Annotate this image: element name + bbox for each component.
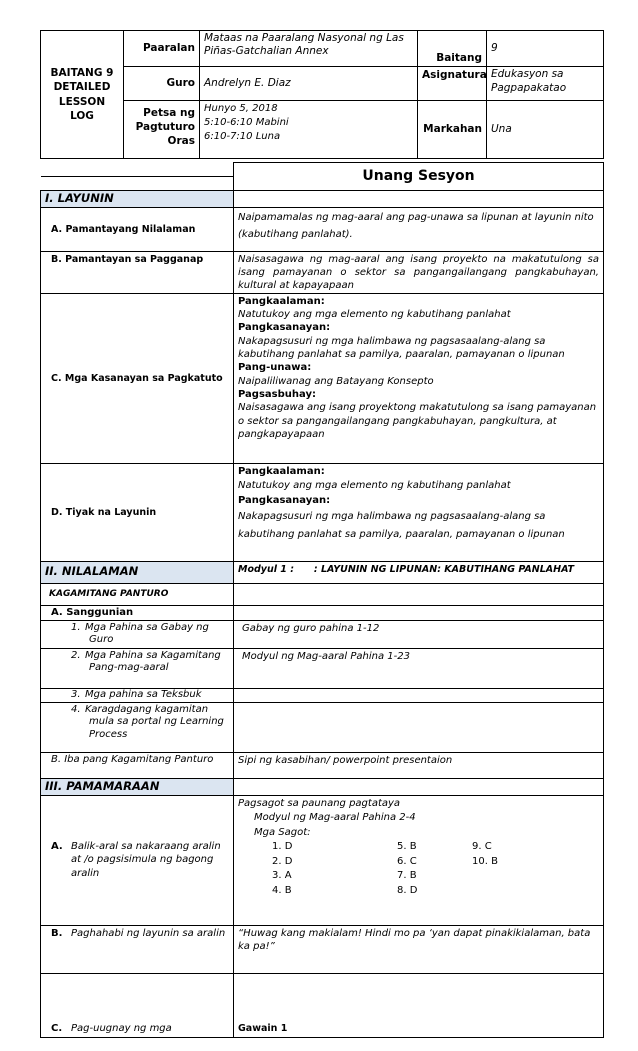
- petsa-label: Petsa ng Pagtuturo Oras: [124, 101, 200, 159]
- balik-aral-line: Pagsagot sa paunang pagtataya: [238, 797, 401, 809]
- paghahabi-cell: [41, 925, 234, 973]
- kasanayan-list: [234, 293, 604, 463]
- blank-cell: [41, 163, 234, 191]
- balik-aral-line: Modyul ng Mag-aaral Pahina 2-4: [254, 812, 416, 824]
- answer: 7. B: [397, 870, 417, 882]
- item-number: 3.: [71, 688, 81, 700]
- answer: 1. D: [272, 841, 293, 853]
- guro-value: Andrelyn E. Diaz: [200, 67, 418, 101]
- answer: 10. B: [472, 855, 498, 867]
- petsa-line: Hunyo 5, 2018: [204, 103, 278, 114]
- balik-aral-label: Balik-aral sa nakaraang aralin at /o pagsisimula ng bagong aralin: [71, 840, 221, 879]
- baitang-value: 9: [487, 31, 604, 67]
- markahan-value: Una: [487, 101, 604, 159]
- markahan-label: Markahan: [418, 101, 487, 159]
- sanggunian-value: [234, 688, 604, 702]
- answer-row: [272, 840, 599, 855]
- tiyak-text: Natutukoy ang mga elemento ng kabutihang panlahat: [238, 480, 511, 492]
- tiyak-layunin-label: D. Tiyak na Layunin: [41, 463, 234, 561]
- kasanayan-text: Naipaliliwanag ang Batayang Konsepto: [238, 375, 434, 387]
- paghahabi-letter: B.: [51, 927, 63, 939]
- dll-title: BAITANG 9 DETAILED LESSON LOG: [41, 31, 124, 159]
- answer: 5. B: [397, 841, 417, 853]
- paghahabi-value: “Huwag kang makialam! Hindi mo pa ‘yan dapat pinakikialaman, bata ka pa!”: [234, 925, 604, 973]
- pamantayang-nilalaman-label: A. Pamantayang Nilalaman: [41, 207, 234, 251]
- answer: 3. A: [272, 870, 292, 882]
- kasanayan-text: Natutukoy ang mga elemento ng kabutihang panlahat: [238, 309, 511, 321]
- paaralan-label: Paaralan: [124, 31, 200, 67]
- item-label: Mga Pahina sa Gabay ng Guro: [85, 621, 209, 646]
- petsa-line: 6:10-7:10 Luna: [204, 130, 281, 142]
- pamamaraan-heading: III. PAMAMARAAN: [41, 778, 234, 795]
- item-number: 2.: [71, 649, 81, 661]
- pamantayan-pagganap-value: Naisasagawa ng mag-aaral ang isang proyekto na makatutulong sa isang pamayanan o sektor sa pangangailangang pangkabuhayan, kultural at kapayapaan: [234, 251, 604, 293]
- balik-aral-content: [234, 795, 604, 925]
- tiyak-heading: Pangkasanayan:: [238, 494, 331, 506]
- item-label: Mga Pahina sa Kagamitang Pang-mag-aaral: [85, 649, 221, 674]
- tiyak-text: Nakapagsusuri ng mga halimbawa ng pagsasaalang-alang sa kabutihang panlahat sa pamilya, paaralan, pamayanan o lipunan: [238, 511, 565, 540]
- pag-uugnay-cell: [41, 973, 234, 1037]
- kasanayan-text: Nakapagsusuri ng mga halimbawa ng pagsasaalang-alang sa kabutihang panlahat sa pamilya, paaralan, pamayanan o lipunan: [238, 335, 565, 361]
- item-number: 1.: [71, 621, 81, 633]
- asignatura-value: Edukasyon sa Pagpapakatao: [487, 67, 604, 101]
- header-table: [40, 30, 604, 159]
- sanggunian-label: A. Sanggunian: [41, 605, 234, 620]
- kagamitan-label: KAGAMITANG PANTURO: [41, 583, 234, 605]
- balik-aral-line: Mga Sagot:: [254, 826, 311, 838]
- sanggunian-item: [41, 688, 234, 702]
- balik-aral-letter: A.: [51, 840, 63, 852]
- sanggunian-item: [41, 702, 234, 752]
- sanggunian-value: Gabay ng guro pahina 1-12: [234, 620, 604, 648]
- nilalaman-heading: II. NILALAMAN: [41, 561, 234, 583]
- answer-row: [272, 869, 599, 884]
- nilalaman-value: Modyul 1 : : LAYUNIN NG LIPUNAN: KABUTIHANG PANLAHAT: [234, 561, 604, 583]
- kasanayan-heading: Pangkaalaman:: [238, 295, 325, 307]
- sanggunian-value: [234, 702, 604, 752]
- sanggunian-value: Modyul ng Mag-aaral Pahina 1-23: [234, 648, 604, 688]
- item-label: Karagdagang kagamitan mula sa portal ng Learning Process: [85, 703, 224, 740]
- iba-pang-kagamitan-label: [41, 752, 234, 778]
- answer: 6. C: [397, 855, 417, 867]
- pag-uugnay-value: Gawain 1: [234, 973, 604, 1037]
- answer: 4. B: [272, 884, 292, 896]
- petsa-value: [200, 101, 418, 159]
- answer-row: [272, 855, 599, 870]
- baitang-label: Baitang: [418, 31, 487, 67]
- answer: 9. C: [472, 841, 492, 853]
- answer: [472, 884, 532, 899]
- answer-row: [272, 884, 599, 899]
- iba-pang-kagamitan-text: B. Iba pang Kagamitang Panturo: [51, 753, 214, 765]
- kasanayan-heading: Pang-unawa:: [238, 362, 312, 374]
- item-number: 4.: [71, 703, 81, 715]
- kasanayan-heading: Pangkasanayan:: [238, 322, 331, 334]
- iba-pang-kagamitan-value: Sipi ng kasabihan/ powerpoint presentaion: [234, 752, 604, 778]
- answer: 8. D: [397, 884, 418, 896]
- asignatura-label: Asignatura: [418, 67, 487, 101]
- kasanayan-text: Naisasagawa ang isang proyektong makatutulong sa isang pamayanan o sektor sa pangangailangang pangkabuhayan, pangkultura, at pangkapayapaan: [238, 402, 597, 440]
- tiyak-heading: Pangkaalaman:: [238, 465, 325, 477]
- answer: 2. D: [272, 855, 293, 867]
- pamantayang-nilalaman-value: Naipamamalas ng mag-aaral ang pag-unawa sa lipunan at layunin nito (kabutihang panlahat).: [234, 207, 604, 251]
- sanggunian-item: [41, 648, 234, 688]
- layunin-heading: I. LAYUNIN: [41, 191, 234, 208]
- kasanayan-heading: Pagsasbuhay:: [238, 388, 316, 400]
- paghahabi-label: Paghahabi ng layunin sa aralin: [71, 927, 226, 939]
- item-label: Mga pahina sa Teksbuk: [85, 688, 202, 700]
- kasanayan-label: C. Mga Kasanayan sa Pagkatuto: [41, 293, 234, 463]
- answer: [472, 869, 532, 884]
- guro-label: Guro: [124, 67, 200, 101]
- pag-uugnay-letter: C.: [51, 1022, 63, 1034]
- tiyak-layunin-list: [234, 463, 604, 561]
- session-title: Unang Sesyon: [234, 163, 604, 191]
- sanggunian-item: [41, 620, 234, 648]
- paaralan-value: Mataas na Paaralang Nasyonal ng Las Piñas-Gatchalian Annex: [200, 31, 418, 67]
- petsa-line: 5:10-6:10 Mabini: [204, 116, 289, 128]
- lesson-table: [40, 162, 604, 1038]
- balik-aral-cell: [41, 795, 234, 925]
- pag-uugnay-label: Pag-uugnay ng mga: [71, 1022, 172, 1034]
- pamantayan-pagganap-label: B. Pamantayan sa Pagganap: [41, 251, 234, 293]
